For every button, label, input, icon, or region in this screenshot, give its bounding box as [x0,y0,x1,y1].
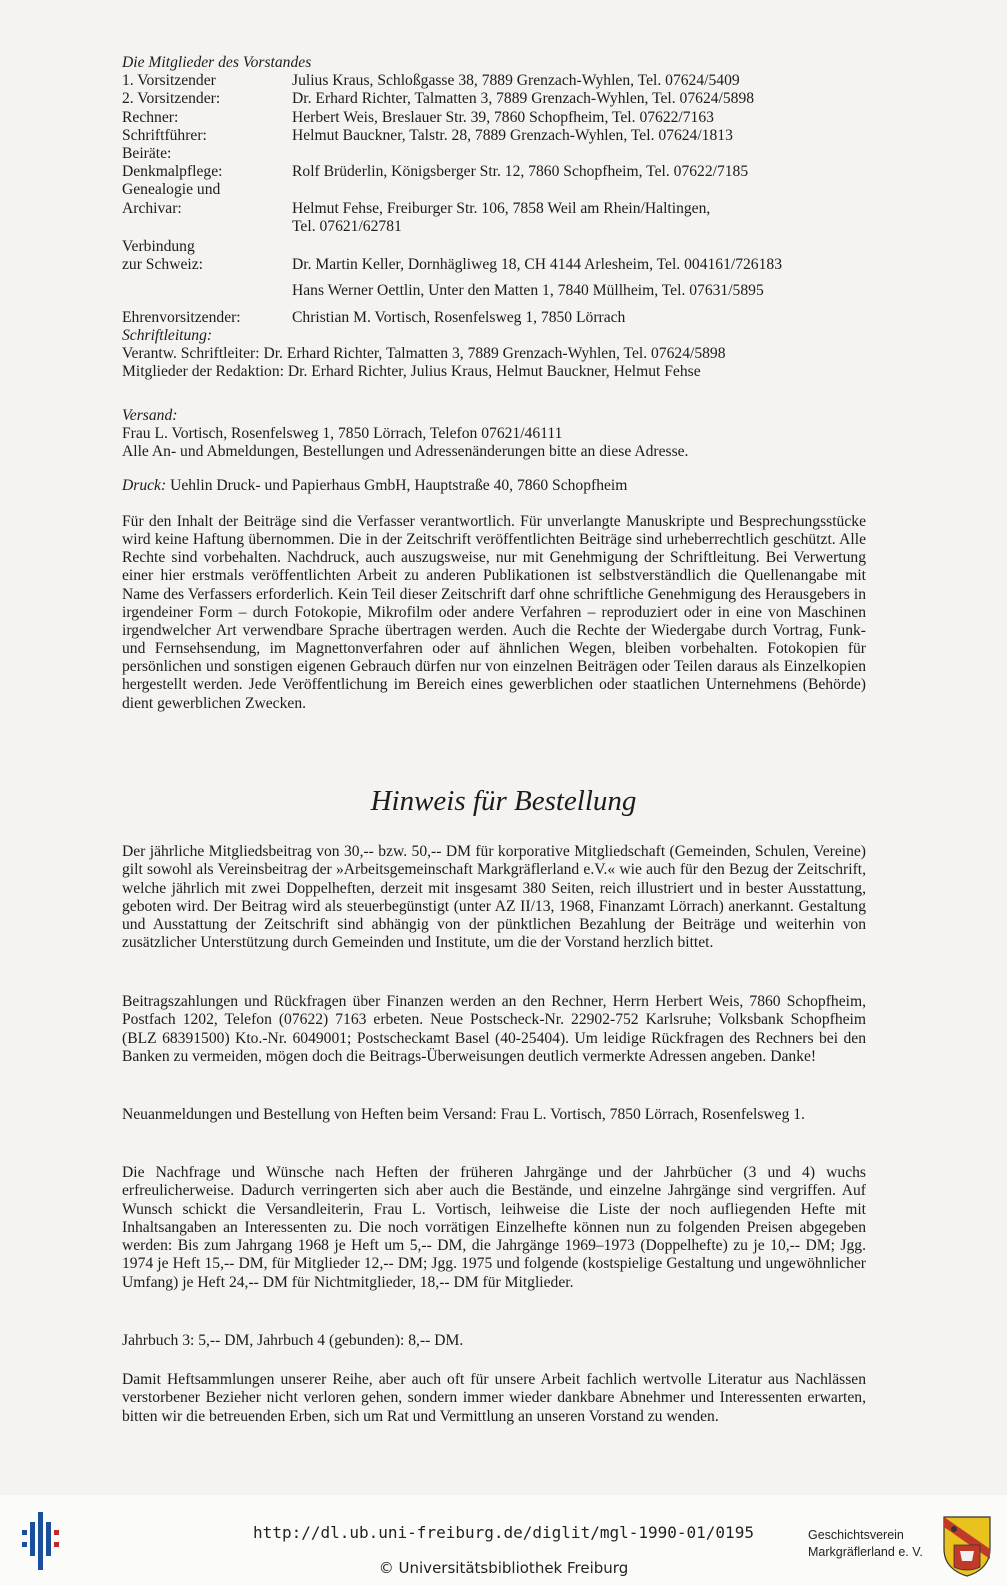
vorstand-row [122,90,866,108]
coat-of-arms-icon [942,1515,992,1582]
vorstand-row [122,127,866,145]
role-label: Archivar: [122,199,182,217]
vorstand-row [122,200,866,218]
vorstand-heading: Die Mitglieder des Vorstandes [122,54,312,71]
hinweis-paragraph-4: Die Nachfrage und Wünsche nach Heften der früheren Jahrgänge und der Jahrbücher (3 und 4) wuchs erfreulicherweise. Dadurch verringerten sich aber auch die Bestände, und einzelne Jahrgänge sind vergriffen. Auf Wunsch schickt die Versandleiterin, Frau L. Vortisch, leihweise die Liste der noch aufliegenden Hefte mit Inhaltsangaben an Interessenten zu. Die noch vorrätigen Einzelhefte können nun zu folgenden Preisen abgegeben werden: Bis zum Jahrgang 1968 je Heft um 5,-- DM, die Jahrgänge 1969–1973 (Doppelhefte) zu je 10,-- DM; Jgg. 1974 je Heft 15,-- DM, für Mitglieder 12,-- DM; Jgg. 1975 und folgende (kostspielige Gestaltung und ungewöhnlicher Umfang) je Heft 24,-- DM für Nichtmitglieder, 18,-- DM für Mitglieder. [122,1164,866,1291]
society-name-line: Geschichtsverein [808,1528,904,1542]
role-label: Rechner: [122,108,179,126]
schriftleitung-heading: Schriftleitung: [122,326,213,344]
member-details: Rolf Brüderlin, Königsberger Str. 12, 7860 Schopfheim, Tel. 07622/7185 [292,163,749,181]
member-details: Hans Werner Oettlin, Unter den Matten 1, 7840 Müllheim, Tel. 07631/5895 [292,282,764,300]
role-label: Schriftführer: [122,126,207,144]
copyright-paragraph: Für den Inhalt der Beiträge sind die Verfasser verantwortlich. Für unverlangte Manuskripte und Besprechungsstücke wird keine Haftung übernommen. Die in der Zeitschrift veröffentlichten Beiträge sind urheberrechtlich geschützt. Alle Rechte sind vorbehalten. Nachdruck, auch auszugsweise, nur mit Genehmigung der Schriftleitung. Bei Verwertung einer hier erstmals veröffentlichten Arbeit zu anderen Publikationen ist selbstverständlich die Quellenangabe mit Name des Verfassers erforderlich. Kein Teil dieser Zeitschrift darf ohne schriftliche Genehmigung des Herausgebers in irgendeiner Form – durch Fotokopie, Mikrofilm oder andere Verfahren – reproduziert oder in eine von Maschinen irgendwelcher Art verwendbare Sprache übertragen werden. Auch die Rechte der Wiedergabe durch Vortrag, Funk- und Fernsehsendung, im Magnettonverfahren oder auf ähnlichen Wegen, bleiben vorbehalten. Fotokopien für persönlichen und sonstigen eigenen Gebrauch dürfen nur von einzelnen Beiträgen oder Teilen daraus als Einzelkopien hergestellt werden. Jede Veröffentlichung im Bereich eines gewerblichen oder staatlichen Unternehmens (Behörde) dient gewerblichen Zwecken. [122,513,866,712]
vorstand-row [122,145,866,163]
versand-section [122,407,866,462]
member-details: Helmut Fehse, Freiburger Str. 106, 7858 Weil am Rhein/Haltingen, [292,199,711,217]
vorstand-row [122,218,866,236]
role-label: Genealogie und [122,181,221,199]
vorstand-row [122,282,866,300]
druck-line [122,477,866,495]
role-label: zur Schweiz: [122,256,203,274]
role-label: Denkmalpflege: [122,163,223,181]
versand-heading: Versand: [122,407,178,424]
document-url-link[interactable]: http://dl.ub.uni-freiburg.de/diglit/mgl-1990-01/0195 [253,1523,754,1542]
label-spacer [122,282,292,300]
vorstand-row [122,72,866,90]
member-details: Herbert Weis, Breslauer Str. 39, 7860 Schopfheim, Tel. 07622/7163 [292,108,714,126]
society-name [808,1527,923,1561]
role-label: Verbindung [122,238,195,256]
druck-label: Druck: [122,477,167,494]
member-details: Tel. 07621/62781 [292,217,402,235]
druck-text: Uehlin Druck- und Papierhaus GmbH, Hauptstraße 40, 7860 Schopfheim [166,477,628,494]
hinweis-paragraph-5: Jahrbuch 3: 5,-- DM, Jahrbuch 4 (gebunden): 8,-- DM. [122,1332,464,1349]
versand-address: Frau L. Vortisch, Rosenfelsweg 1, 7850 Lörrach, Telefon 07621/46111 [122,425,563,443]
role-label: Ehrenvorsitzender: [122,308,241,326]
hinweis-paragraph-6: Damit Heftsammlungen unserer Reihe, aber auch oft für unsere Arbeit fachlich wertvolle Literatur aus Nachlässen verstorbener Bezieher nicht verloren gehen, sondern immer wieder dankbare Abnehmer und Interessenten erwarten, bitten wir die betreuenden Erben, sich um Rat und Vermittlung an unseren Vorstand zu wenden. [122,1371,866,1425]
hinweis-heading: Hinweis für Bestellung [370,785,637,817]
copyright-notice: © Universitätsbibliothek Freiburg [378,1559,629,1577]
member-details: Christian M. Vortisch, Rosenfelsweg 1, 7850 Lörrach [292,308,626,326]
schriftleiter-line: Verantw. Schriftleiter: Dr. Erhard Richter, Talmatten 3, 7889 Grenzach-Wyhlen, Tel. 07624/5898 [122,345,726,363]
vorstand-row [122,309,866,327]
role-label: 1. Vorsitzender [122,72,216,90]
vorstand-row [122,256,866,274]
vorstand-section [122,54,866,381]
label-spacer [122,218,292,236]
role-label: 2. Vorsitzender: [122,90,221,108]
vorstand-row [122,109,866,127]
vorstand-row [122,163,866,181]
vorstand-row [122,181,866,199]
role-label: Beiräte: [122,145,172,163]
member-details: Helmut Bauckner, Talstr. 28, 7889 Grenzach-Wyhlen, Tel. 07624/1813 [292,126,733,144]
hinweis-paragraph-1: Der jährliche Mitgliedsbeitrag von 30,-- bzw. 50,-- DM für korporative Mitgliedschaft (Gemeinden, Schulen, Vereine) gilt sowohl als Vereinsbeitrag der »Arbeitsgemeinschaft Markgräflerland e.V.« wie auch für den Bezug der Zeitschrift, welche jährlich mit zwei Doppelheften, derzeit mit insgesamt 380 Seiten, reich illustriert und in bester Ausstattung, geboten wird. Der Beitrag wird als steuerbegünstigt (unter AZ II/13, 1968, Finanzamt Lörrach) anerkannt. Gestaltung und Ausstattung der Zeitschrift sind abhängig von der pünktlichen Bezahlung der Beiträge und weiterhin von zusätzlicher Unterstützung durch Gemeinden und Institute, um die der Vorstand herzlich bittet. [122,843,866,952]
hinweis-paragraph-3: Neuanmeldungen und Bestellung von Heften beim Versand: Frau L. Vortisch, 7850 Lörrach, Rosenfelsweg 1. [122,1106,805,1123]
versand-note: Alle An- und Abmeldungen, Bestellungen und Adressenänderungen bitte an diese Adresse. [122,443,689,461]
society-name-line: Markgräflerland e. V. [808,1545,923,1559]
redaktion-line: Mitglieder der Redaktion: Dr. Erhard Richter, Julius Kraus, Helmut Bauckner, Helmut Fehse [122,363,701,381]
member-details: Julius Kraus, Schloßgasse 38, 7889 Grenzach-Wyhlen, Tel. 07624/5409 [292,72,740,90]
hinweis-paragraph-2: Beitragszahlungen und Rückfragen über Finanzen werden an den Rechner, Herrn Herbert Weis, 7860 Schopfheim, Postfach 1202, Telefon (07622) 7163 erbeten. Neue Postscheck-Nr. 22902-752 Karlsruhe; Volksbank Schopfheim (BLZ 68391500) Kto.-Nr. 6049001; Postscheckamt Basel (40-25404). Um leidige Rückfragen des Rechners bei den Banken zu vermeiden, mögen doch die Beitrags-Überweisungen deutlich vermerkte Adressen angeben. Danke! [122,993,866,1065]
member-details: Dr. Erhard Richter, Talmatten 3, 7889 Grenzach-Wyhlen, Tel. 07624/5898 [292,90,755,108]
vorstand-row [122,238,866,256]
member-details: Dr. Martin Keller, Dornhägliweg 18, CH 4144 Arlesheim, Tel. 004161/726183 [292,256,782,274]
